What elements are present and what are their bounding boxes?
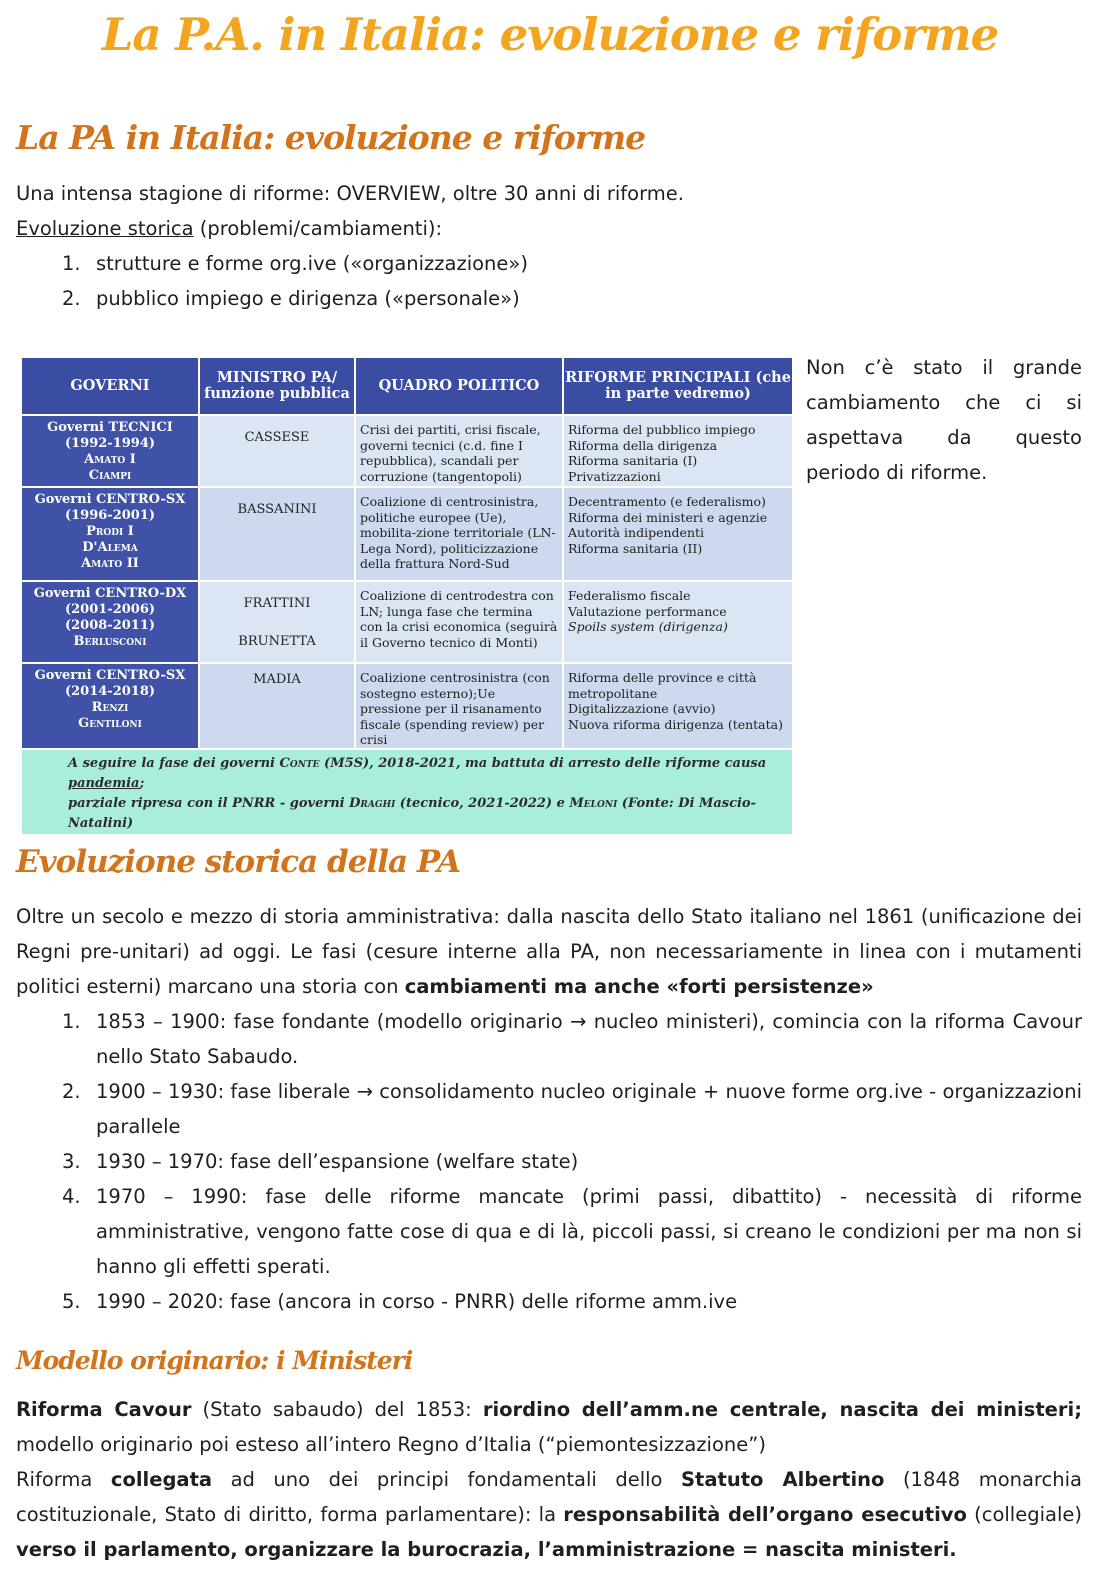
- table-footnote: A seguire la fase dei governi Conte (M5S), 2018-2021, ma battuta di arresto delle riforme causa pandemia; parziale ripresa con il PNRR - governi Draghi (tecnico, 2021-2022) e Meloni (Fonte: Di Mascio-Natalini): [21, 749, 793, 835]
- list-item: 5. 1990 – 2020: fase (ancora in corso - PNRR) delle riforme amm.ive: [62, 1290, 738, 1313]
- table-header: RIFORME PRINCIPALI (che in parte vedremo): [563, 357, 793, 415]
- statuto-paragraph: Riforma collegata ad uno dei principi fondamentali dello Statuto Albertino (1848 monarchia costituzionale, Stato di diritto, forma parlamentare): la responsabilità dell’organo esecutivo (collegiale) verso il parlamento, organizzare la burocrazia, l’amministrazione = nascita ministeri.: [16, 1468, 1082, 1561]
- table-header: GOVERNI: [21, 357, 199, 415]
- table-row: Governi CENTRO-DX (2001-2006) (2008-2011) Berlusconi FRATTINI BRUNETTA Coalizione di centrodestra con LN; lunga fase che termina con la crisi economica (seguirà il Governo tecnico di Monti) Federalismo fiscale Valutazione performance Spoils system (dirigenza): [21, 581, 793, 663]
- section-heading-ministries: Modello originario: i Ministeri: [16, 1346, 413, 1375]
- table-row: Governi CENTRO-SX (1996-2001) Prodi I D'Alema Amato II BASSANINI Coalizione di centrosinistra, politiche europee (Ue), mobilita-zione territoriale (LN-Lega Nord), politicizzazione della frattura Nord-Sud Decentramento (e federalismo) Riforma dei ministeri e agenzie Autorità indipendenti Riforma sanitaria (II): [21, 487, 793, 581]
- table-footer-row: [21, 749, 793, 835]
- phases-list: [16, 1004, 1082, 1319]
- page-title: La P.A. in Italia: evoluzione e riforme: [101, 8, 999, 61]
- evolution-line: [16, 211, 442, 246]
- side-note: Non c’è stato il grande cambiamento che ci si aspettava da questo periodo di riforme.: [806, 356, 1082, 484]
- list-item: 2. 1900 – 1930: fase liberale → consolidamento nucleo originale + nuove forme org.ive - organizzazioni parallele: [62, 1080, 1082, 1138]
- reforms-table: [20, 356, 794, 836]
- overview-list: [16, 246, 1082, 316]
- table-row: Governi CENTRO-SX (2014-2018) Renzi Gentiloni MADIA Coalizione centrosinistra (con sostegno esterno);Ue pressione per il risanamento fiscale (spending review) per crisi Riforma delle province e città metropolitane Digitalizzazione (avvio) Nuova riforma dirigenza (tentata): [21, 663, 793, 749]
- list-item: 2. pubblico impiego e dirigenza («personale»): [62, 287, 520, 310]
- cavour-paragraph: Riforma Cavour (Stato sabaudo) del 1853: riordino dell’amm.ne centrale, nascita dei ministeri; modello originario poi esteso all’intero Regno d’Italia (“piemontesizzazione”): [16, 1398, 1082, 1456]
- section-heading-overview: La PA in Italia: evoluzione e riforme: [16, 118, 646, 157]
- list-item: 4. 1970 – 1990: fase delle riforme mancate (primi passi, dibattito) - necessità di riforme amministrative, vengono fatte cose di qua e di là, piccoli passi, si creano le condizioni per ma non si hanno gli effetti sperati.: [62, 1185, 1082, 1278]
- evolution-label: Evoluzione storica: [16, 217, 194, 240]
- list-item: 1. 1853 – 1900: fase fondante (modello originario → nucleo ministeri), comincia con la riforma Cavour nello Stato Sabaudo.: [62, 1010, 1082, 1068]
- intro-text: Una intensa stagione di riforme: OVERVIEW, oltre 30 anni di riforme.: [16, 182, 684, 205]
- list-item: 3. 1930 – 1970: fase dell’espansione (welfare state): [62, 1150, 579, 1173]
- table-row: Governi TECNICI (1992-1994) Amato I Ciampi CASSESE Crisi dei partiti, crisi fiscale, governi tecnici (c.d. fine I repubblica), scandali per corruzione (tangentopoli) Riforma del pubblico impiego Riforma della dirigenza Riforma sanitaria (I) Privatizzazioni: [21, 415, 793, 487]
- section-heading-history: Evoluzione storica della PA: [16, 844, 460, 880]
- table-header: MINISTRO PA/ funzione pubblica: [199, 357, 355, 415]
- table-header: QUADRO POLITICO: [355, 357, 563, 415]
- evolution-rest: (problemi/cambiamenti):: [193, 217, 443, 240]
- history-paragraph: Oltre un secolo e mezzo di storia amministrativa: dalla nascita dello Stato italiano nel 1861 (unificazione dei Regni pre-unitari) ad oggi. Le fasi (cesure interne alla PA, non necessariamente in linea con i mutamenti politici esterni) marcano una storia con cambiamenti ma anche «forti persistenze»: [16, 905, 1082, 998]
- list-item: 1. strutture e forme org.ive («organizzazione»): [62, 252, 528, 275]
